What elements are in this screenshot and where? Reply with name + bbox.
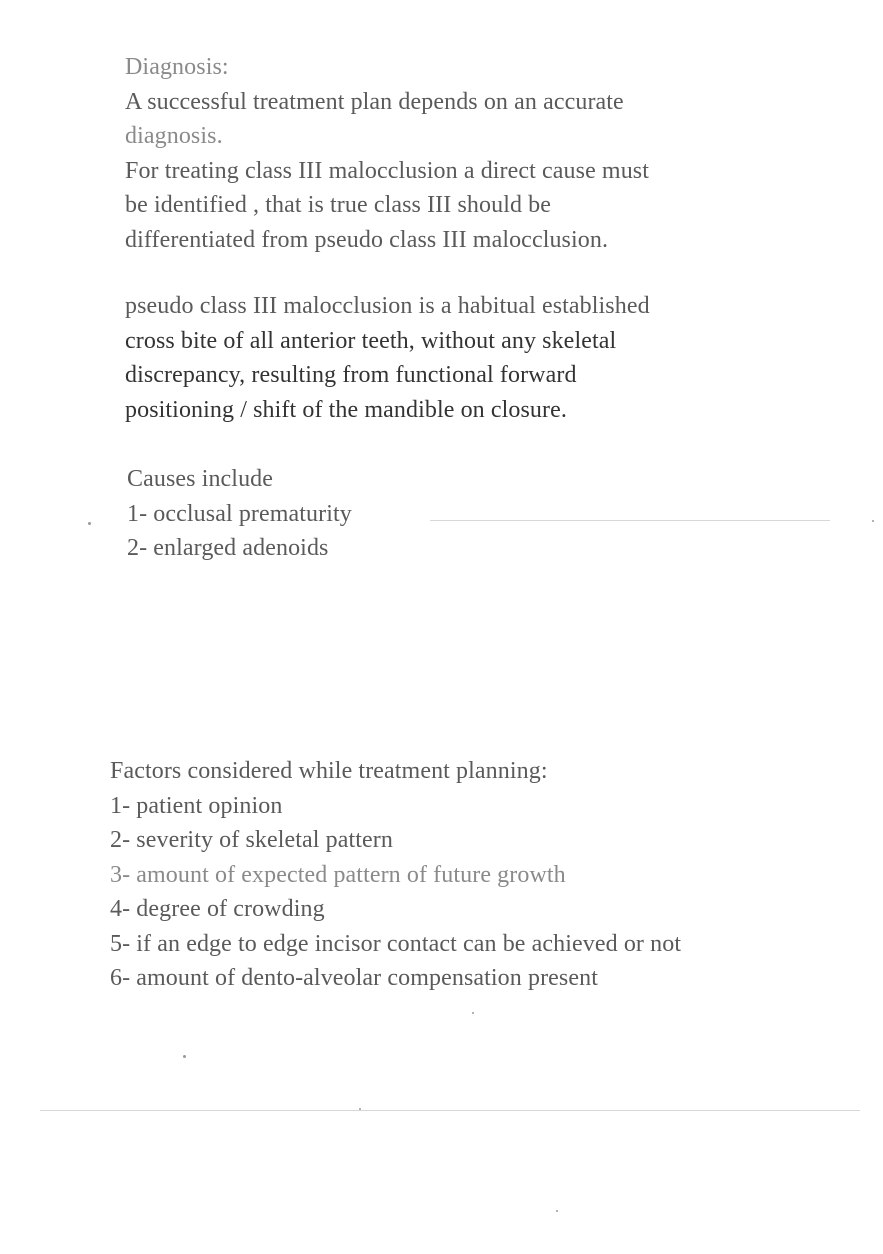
factors-item: 4- degree of crowding — [110, 896, 325, 922]
causes-item: 1- occlusal prematurity — [127, 500, 352, 527]
diagnosis-line: A successful treatment plan depends on an accurate — [125, 88, 624, 115]
causes-heading: Causes include — [127, 466, 274, 492]
scan-speck — [183, 1055, 186, 1058]
diagnosis-line: differentiated from pseudo class III malocclusion. — [125, 226, 609, 253]
causes-item: 2- enlarged adenoids — [127, 535, 329, 561]
pseudo-line: discrepancy, resulting from functional forward — [125, 362, 577, 388]
factors-item: 6- amount of dento-alveolar compensation present — [110, 965, 598, 991]
factors-item: 3- amount of expected pattern of future growth — [110, 861, 566, 888]
pseudo-line: pseudo class III malocclusion is a habitual established — [125, 293, 650, 319]
diagnosis-line: For treating class III malocclusion a direct cause must — [125, 157, 649, 184]
diagnosis-heading: Diagnosis: — [125, 54, 229, 80]
diagnosis-line: be identified , that is true class III should be — [125, 192, 552, 218]
scan-speck — [88, 522, 91, 525]
scan-line — [430, 520, 830, 521]
scan-speck — [472, 1012, 474, 1014]
scan-speck — [872, 520, 874, 522]
factors-section — [110, 754, 681, 996]
diagnosis-line: diagnosis. — [125, 123, 223, 149]
causes-section — [127, 462, 352, 566]
pseudo-line: positioning / shift of the mandible on closure. — [125, 396, 567, 423]
factors-item: 5- if an edge to edge incisor contact can be achieved or not — [110, 930, 682, 957]
factors-item: 1- patient opinion — [110, 792, 283, 819]
pseudo-line: cross bite of all anterior teeth, without any skeletal — [125, 327, 617, 354]
factors-item: 2- severity of skeletal pattern — [110, 827, 393, 853]
factors-heading: Factors considered while treatment planning: — [110, 758, 548, 784]
diagnosis-section — [125, 50, 649, 257]
scan-line — [40, 1110, 860, 1111]
pseudo-class-section — [125, 289, 650, 427]
scan-speck — [556, 1210, 558, 1212]
